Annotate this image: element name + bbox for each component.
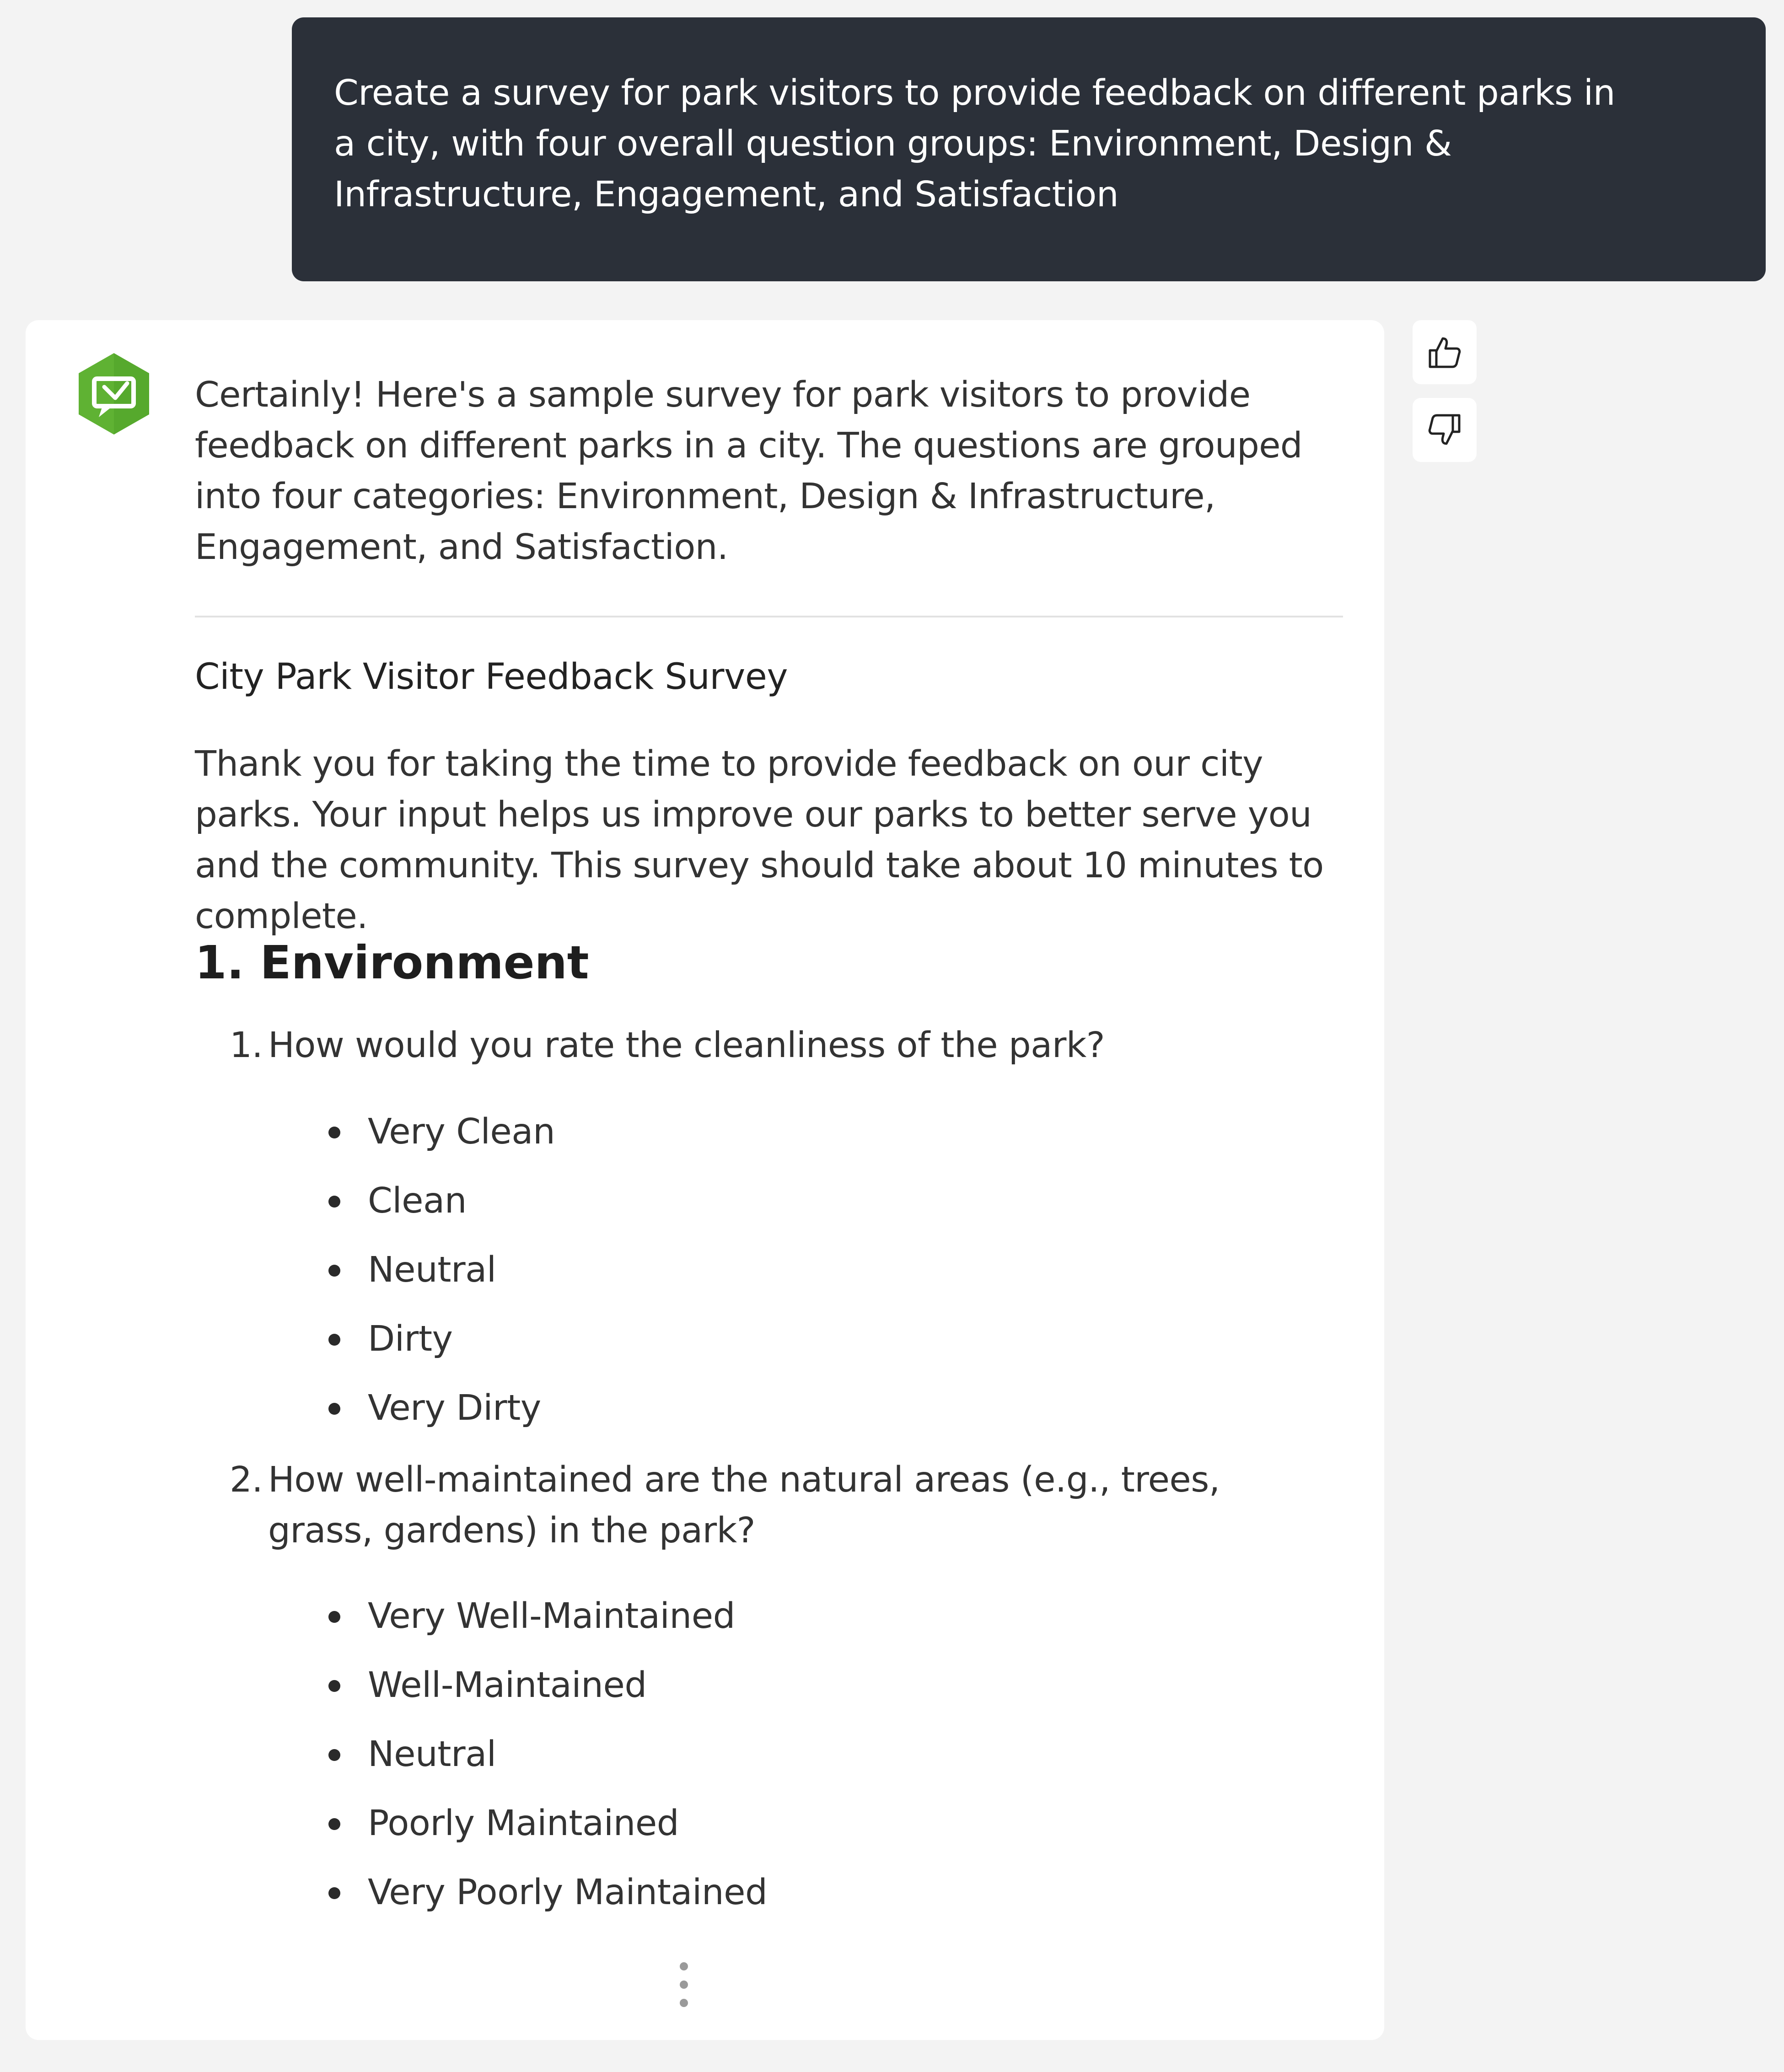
- divider: [195, 616, 1343, 617]
- bullet: [328, 1680, 340, 1692]
- list-item: Clean: [195, 1176, 555, 1245]
- response-intro: Certainly! Here's a sample survey for park visitors to provide feedback on different parks in a city. The questions are grouped into four categories: Environment, Design & Infrastructure, Engagement, and Satisfaction.: [195, 375, 1302, 568]
- bullet: [328, 1749, 340, 1761]
- survey-description: Thank you for taking the time to provide feedback on our city parks. Your input helps us improve our parks to better serve you and the community. This survey should take about 10 minutes to complete.: [195, 744, 1324, 937]
- question-1-options: [195, 1106, 555, 1452]
- assistant-response-card: [26, 320, 1384, 2040]
- list-item: Very Well-Maintained: [195, 1591, 767, 1660]
- bullet: [328, 1818, 340, 1830]
- user-message-bubble: [292, 17, 1766, 281]
- question-number: 2.: [230, 1460, 263, 1500]
- thumbs-up-button[interactable]: [1413, 320, 1477, 384]
- bullet: [328, 1887, 340, 1899]
- list-item: Neutral: [195, 1729, 767, 1798]
- question-2-options: [195, 1591, 767, 1936]
- bullet: [328, 1334, 340, 1346]
- section-heading: 1. Environment: [195, 936, 589, 989]
- question-1: [230, 1020, 1318, 1071]
- bullet: [328, 1265, 340, 1277]
- list-item: Neutral: [195, 1245, 555, 1314]
- bullet: [328, 1196, 340, 1208]
- bullet: [328, 1403, 340, 1415]
- chat-bubble-hexagon-icon: [70, 350, 157, 437]
- question-text: How would you rate the cleanliness of the park?: [268, 1025, 1105, 1066]
- thumbs-down-icon: [1426, 412, 1463, 448]
- survey-title: City Park Visitor Feedback Survey: [195, 656, 788, 698]
- bullet: [328, 1127, 340, 1138]
- bullet: [328, 1611, 340, 1623]
- list-item: Dirty: [195, 1314, 555, 1383]
- thumbs-up-icon: [1426, 334, 1463, 370]
- question-text: How well-maintained are the natural areas (e.g., trees, grass, gardens) in the park?: [268, 1460, 1220, 1551]
- list-item: Very Poorly Maintained: [195, 1867, 767, 1936]
- list-item: Very Dirty: [195, 1383, 555, 1452]
- list-item: Poorly Maintained: [195, 1798, 767, 1867]
- question-number: 1.: [230, 1025, 263, 1066]
- thumbs-down-button[interactable]: [1413, 398, 1477, 462]
- list-item: Well-Maintained: [195, 1660, 767, 1729]
- list-item: Very Clean: [195, 1106, 555, 1176]
- question-2: [230, 1455, 1318, 1556]
- user-message-text: Create a survey for park visitors to provide feedback on different parks in a city, with four overall question groups: Environment, Design & Infrastructure, Engagement, and Satisfaction: [334, 73, 1615, 215]
- vertical-ellipsis-icon[interactable]: [677, 1962, 691, 2013]
